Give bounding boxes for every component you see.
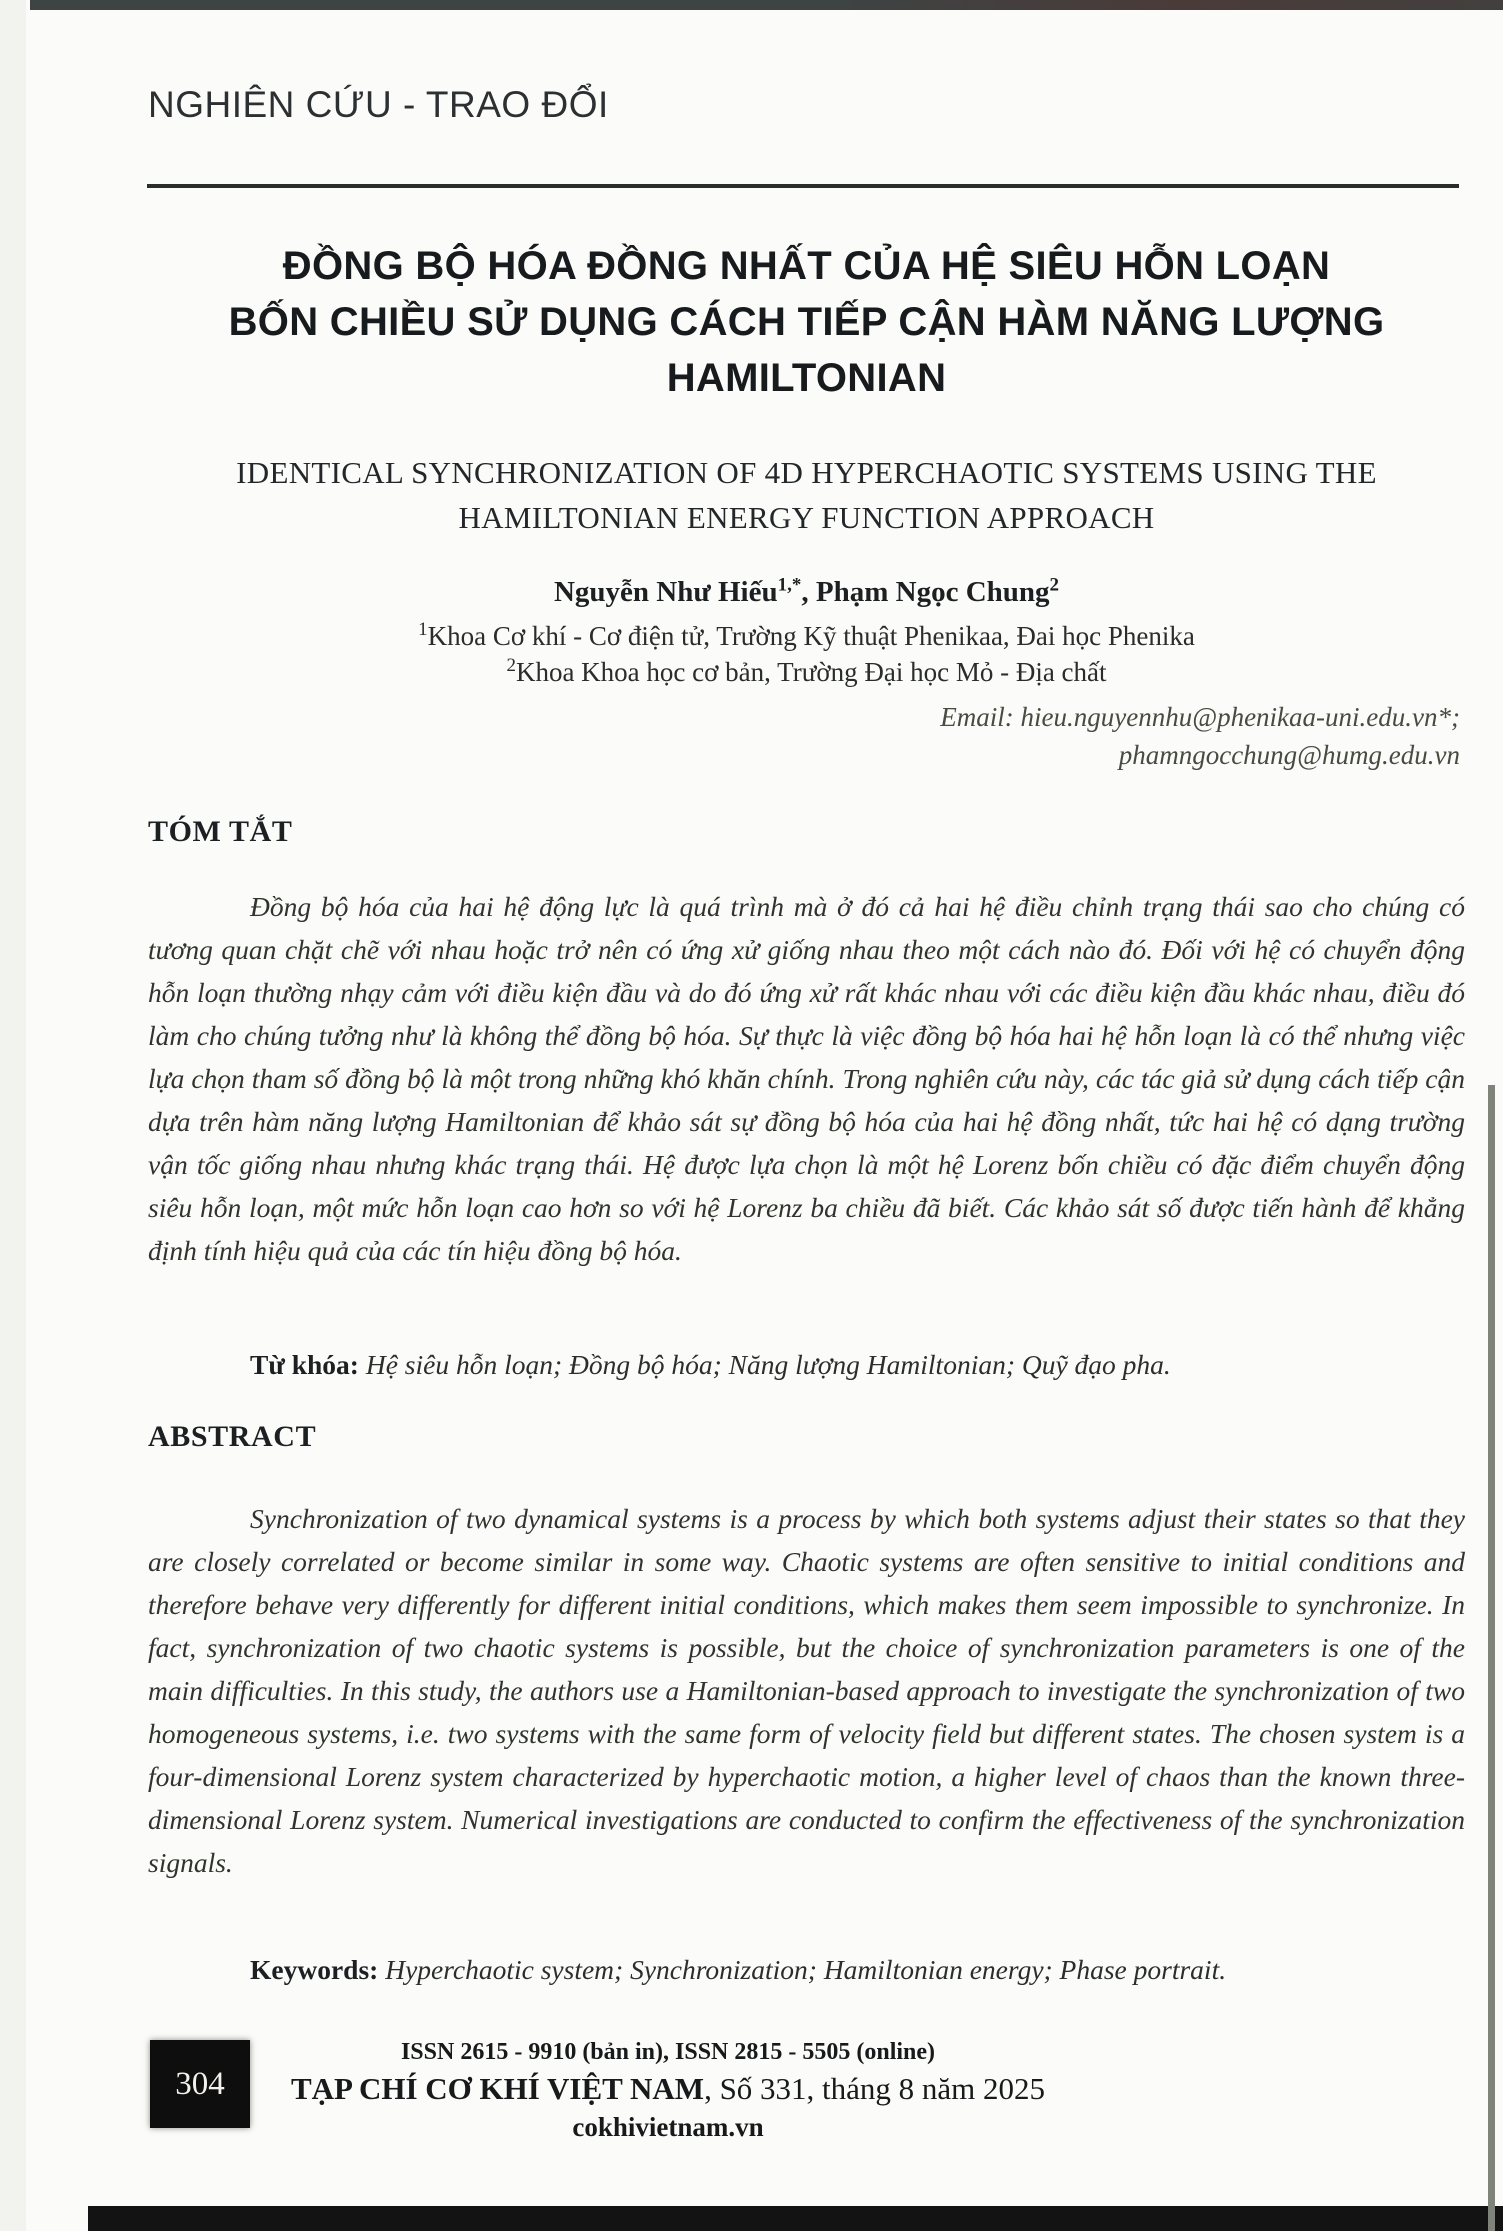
issn-line: ISSN 2615 - 9910 (bản in), ISSN 2815 - 5505 (online) bbox=[400, 2039, 936, 2065]
scan-edge-shade bbox=[0, 0, 26, 2231]
title-en-line-1: IDENTICAL SYNCHRONIZATION OF 4D HYPERCHAOTIC SYSTEMS USING THE bbox=[236, 455, 1377, 490]
authors-line bbox=[148, 576, 1465, 609]
email-line-2: phamngocchung@humg.edu.vn bbox=[1118, 740, 1460, 770]
footer bbox=[148, 2036, 1188, 2145]
journal-issue-info: , Số 331, tháng 8 năm 2025 bbox=[704, 2071, 1046, 2106]
author-1-name: Nguyễn Như Hiếu bbox=[553, 576, 778, 608]
affiliation-1 bbox=[148, 618, 1465, 654]
article-title-en bbox=[148, 450, 1465, 540]
email-block bbox=[148, 698, 1460, 774]
title-vi-line-2: BỐN CHIỀU SỬ DỤNG CÁCH TIẾP CẬN HÀM NĂNG LƯỢNG bbox=[228, 300, 1385, 344]
article-title-vi bbox=[148, 238, 1465, 406]
bottom-scan-bar bbox=[88, 2206, 1503, 2231]
journal-line bbox=[148, 2065, 1188, 2109]
affiliation-2-superscript: 2 bbox=[506, 655, 516, 676]
author-1-superscript: 1,* bbox=[777, 574, 802, 596]
tom-tat-heading: TÓM TẮT bbox=[148, 815, 293, 848]
authors-separator: , bbox=[801, 576, 816, 608]
affiliation-2 bbox=[148, 654, 1465, 690]
journal-name: TẠP CHÍ CƠ KHÍ VIỆT NAM bbox=[290, 2071, 705, 2106]
affiliation-2-text: Khoa Khoa học cơ bản, Trường Đại học Mỏ - Địa chất bbox=[515, 657, 1107, 687]
page-number: 304 bbox=[175, 2065, 225, 2102]
author-2-superscript: 2 bbox=[1049, 574, 1060, 596]
top-scan-bar bbox=[30, 0, 1503, 10]
tu-khoa-label: Từ khóa: bbox=[250, 1349, 359, 1380]
affiliations bbox=[148, 618, 1465, 690]
title-vi-line-3: HAMILTONIAN bbox=[666, 356, 947, 400]
email-line-1: Email: hieu.nguyennhu@phenikaa-uni.edu.vn*; bbox=[940, 702, 1460, 732]
title-en-line-2: HAMILTONIAN ENERGY FUNCTION APPROACH bbox=[458, 500, 1155, 535]
abstract-heading: ABSTRACT bbox=[148, 1420, 317, 1453]
right-edge-scan-line bbox=[1488, 1085, 1495, 2231]
keywords-line bbox=[148, 1950, 1465, 1990]
tu-khoa-line bbox=[148, 1345, 1465, 1385]
affiliation-1-text: Khoa Cơ khí - Cơ điện tử, Trường Kỹ thuật Phenikaa, Đai học Phenika bbox=[427, 621, 1195, 651]
author-2-name: Phạm Ngọc Chung bbox=[815, 576, 1050, 608]
journal-website: cokhivietnam.vn bbox=[572, 2112, 764, 2142]
keywords-label: Keywords: bbox=[250, 1954, 379, 1985]
affiliation-1-superscript: 1 bbox=[418, 619, 428, 640]
abstract-vi-paragraph: Đồng bộ hóa của hai hệ động lực là quá trình mà ở đó cả hai hệ điều chỉnh trạng thái sao cho chúng có tương quan chặt chẽ với nhau hoặc trở nên có ứng xử giống nhau theo một cách nào đó. Đối với hệ có chuyển động hỗn loạn thường nhạy cảm với điều kiện đầu và do đó ứng xử rất khác nhau với các điều kiện đầu khác nhau, điều đó làm cho chúng tưởng như là không thể đồng bộ hóa. Sự thực là việc đồng bộ hóa hai hệ hỗn loạn là có thể nhưng việc lựa chọn tham số đồng bộ là một trong những khó khăn chính. Trong nghiên cứu này, các tác giả sử dụng cách tiếp cận dựa trên hàm năng lượng Hamiltonian để khảo sát sự đồng bộ hóa của hai hệ đồng nhất, tức hai hệ có dạng trường vận tốc giống nhau nhưng khác trạng thái. Hệ được lựa chọn là một hệ Lorenz bốn chiều có đặc điểm chuyển động siêu hỗn loạn, một mức hỗn loạn cao hơn so với hệ Lorenz ba chiều đã biết. Các khảo sát số được tiến hành để khẳng định tính hiệu quả của các tín hiệu đồng bộ hóa. bbox=[148, 891, 1465, 1266]
abstract-en-paragraph: Synchronization of two dynamical systems is a process by which both systems adjust their states so that they are closely correlated or become similar in some way. Chaotic systems are often sensitive to initial conditions and therefore behave very differently for different initial conditions, which makes them seem impossible to synchronize. In fact, synchronization of two chaotic systems is possible, but the choice of synchronization parameters is one of the main difficulties. In this study, the authors use a Hamiltonian-based approach to investigate the synchronization of two homogeneous systems, i.e. two systems with the same form of velocity field but different states. The chosen system is a four-dimensional Lorenz system characterized by hyperchaotic motion, a higher level of chaos than the known three-dimensional Lorenz system. Numerical investigations are conducted to confirm the effectiveness of the synchronization signals. bbox=[148, 1503, 1465, 1878]
tu-khoa-text: Hệ siêu hỗn loạn; Đồng bộ hóa; Năng lượng Hamiltonian; Quỹ đạo pha. bbox=[358, 1349, 1171, 1380]
section-header: NGHIÊN CỨU - TRAO ĐỔI bbox=[148, 84, 609, 125]
keywords-text: Hyperchaotic system; Synchronization; Hamiltonian energy; Phase portrait. bbox=[378, 1954, 1227, 1985]
title-vi-line-1: ĐỒNG BỘ HÓA ĐỒNG NHẤT CỦA HỆ SIÊU HỖN LOẠN bbox=[282, 244, 1331, 288]
header-divider-line bbox=[147, 184, 1459, 188]
